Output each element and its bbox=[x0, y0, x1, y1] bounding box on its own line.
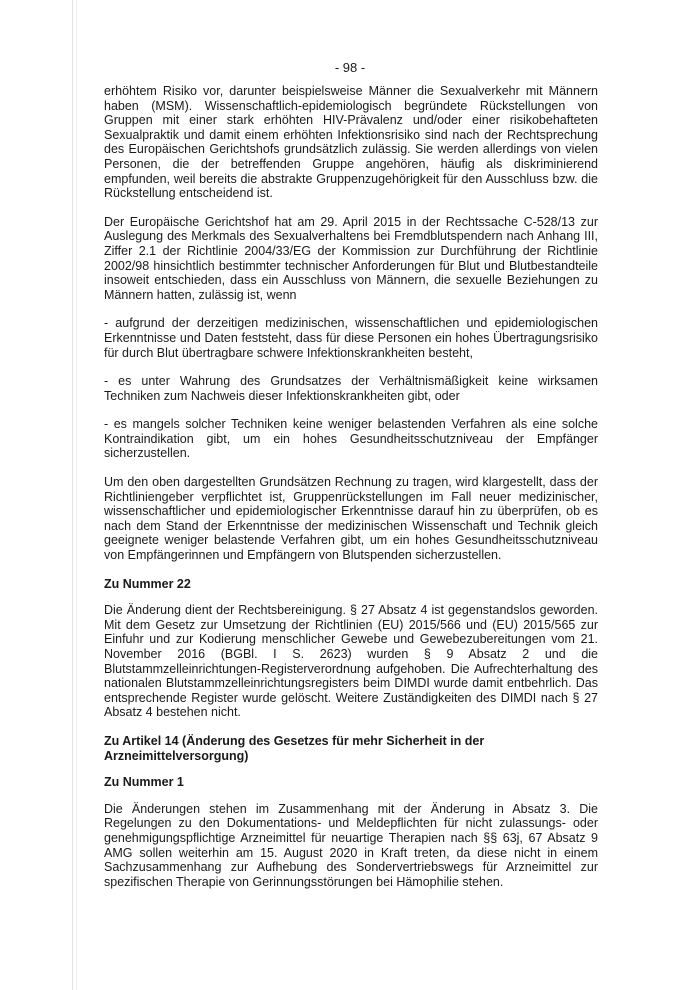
page-number: - 98 - bbox=[334, 60, 366, 75]
paragraph-condition-2: - es unter Wahrung des Grundsatzes der Verhältnismäßigkeit keine wirksamen Techniken zum Nachweis dieser Infektionskrankheiten gibt, oder bbox=[104, 374, 598, 403]
scan-edge-line bbox=[72, 0, 73, 990]
paragraph-msm-risk: erhöhtem Risiko vor, darunter beispielsweise Männer die Sexualverkehr mit Männern haben (MSM). Wissenschaftlich-epidemiologisch begründete Rückstellungen von Gruppen mit einer stark erhöhten HIV-Prävalenz und/oder einer risikobehafteten Sexualpraktik und damit einem erhöhten Infektionsrisiko sind nach der Rechtsprechung des Europäischen Gerichtshofs grundsätzlich zulässig. Sie werden allerdings von vielen Personen, die der betreffenden Gruppe angehören, häufig als diskriminierend empfunden, weil bereits die abstrakte Gruppenzugehörigkeit für den Ausschluss bzw. die Rückstellung entscheidend ist. bbox=[104, 84, 598, 201]
heading-artikel-14: Zu Artikel 14 (Änderung des Gesetzes für mehr Sicherheit in der Arzneimittelversorgung) bbox=[104, 733, 485, 763]
paragraph-clarification: Um den oben dargestellten Grundsätzen Rechnung zu tragen, wird klargestellt, dass der Richtliniengeber verpflichtet ist, Gruppenrückstellungen im Fall neuer medizinischer, wissenschaftlicher und epidemiologischer Erkenntnisse darauf hin zu überprüfen, ob es nach dem Stand der Erkenntnisse der medizinischen Wissenschaft und Technik gleich geeignete weniger belastende Verfahren gibt, um ein hohes Gesundheitsschutzniveau von Empfängerinnen und Empfängern von Blutspenden sicherzustellen. bbox=[104, 475, 598, 563]
heading-nummer-1: Zu Nummer 1 bbox=[104, 775, 184, 790]
paragraph-condition-3: - es mangels solcher Techniken keine weniger belastenden Verfahren als eine solche Kontraindikation gibt, um ein hohes Gesundheitsschutzniveau der Empfänger sicherzustellen. bbox=[104, 417, 598, 461]
scan-edge-line-secondary bbox=[76, 0, 77, 990]
paragraph-eugh-ruling: Der Europäische Gerichtshof hat am 29. April 2015 in der Rechtssache C-528/13 zur Auslegung des Merkmals des Sexualverhaltens bei Fremdblutspendern nach Anhang III, Ziffer 2.1 der Richtlinie 2004/33/EG der Kommission zur Durchführung der Richtlinie 2002/98 hinsichtlich bestimmter technischer Anforderungen für Blut und Blutbestandteile insoweit entschieden, dass ein Ausschluss von Männern, die sexuelle Beziehungen zu Männern hatten, zulässig ist, wenn bbox=[104, 214, 598, 302]
paragraph-nummer-1: Die Änderungen stehen im Zusammenhang mit der Änderung in Absatz 3. Die Regelungen zu den Dokumentations- und Meldepflichten für nicht zulassungs- oder genehmigungspflichtige Arzneimittel für neuartige Therapien nach §§ 63j, 67 Absatz 9 AMG sollen weiterhin am 15. August 2020 in Kraft treten, da diese nicht in einem Sachzusammenhang zur Aufhebung des Sondervertriebswegs für Arzneimittel zur spezifischen Therapie von Gerinnungsstörungen bei Hämophilie stehen. bbox=[104, 801, 598, 889]
paragraph-condition-1: - aufgrund der derzeitigen medizinischen, wissenschaftlichen und epidemiologischen Erkenntnisse und Daten feststeht, dass für diese Personen ein hohes Übertragungsrisiko für durch Blut übertragbare schwere Infektionskrankheiten besteht, bbox=[104, 316, 598, 360]
heading-nummer-22: Zu Nummer 22 bbox=[104, 576, 191, 591]
paragraph-nummer-22: Die Änderung dient der Rechtsbereinigung. § 27 Absatz 4 ist gegenstandslos geworden. Mit dem Gesetz zur Umsetzung der Richtlinien (EU) 2015/566 und (EU) 2015/565 zur Einfuhr und zur Kodierung menschlicher Gewebe und Gewebezubereitungen vom 21. November 2016 (BGBl. I S. 2623) wurden § 9 Absatz 2 und die Blutstammzelleinrichtungen-Registerverordnung aufgehoben. Die Aufrechterhaltung des nationalen Blutstammzelleinrichtungsregisters beim DIMDI wurde damit entbehrlich. Das entsprechende Register wurde gelöscht. Weitere Zuständigkeiten des DIMDI nach § 27 Absatz 4 bestehen nicht. bbox=[104, 603, 598, 720]
document-body bbox=[104, 84, 598, 903]
